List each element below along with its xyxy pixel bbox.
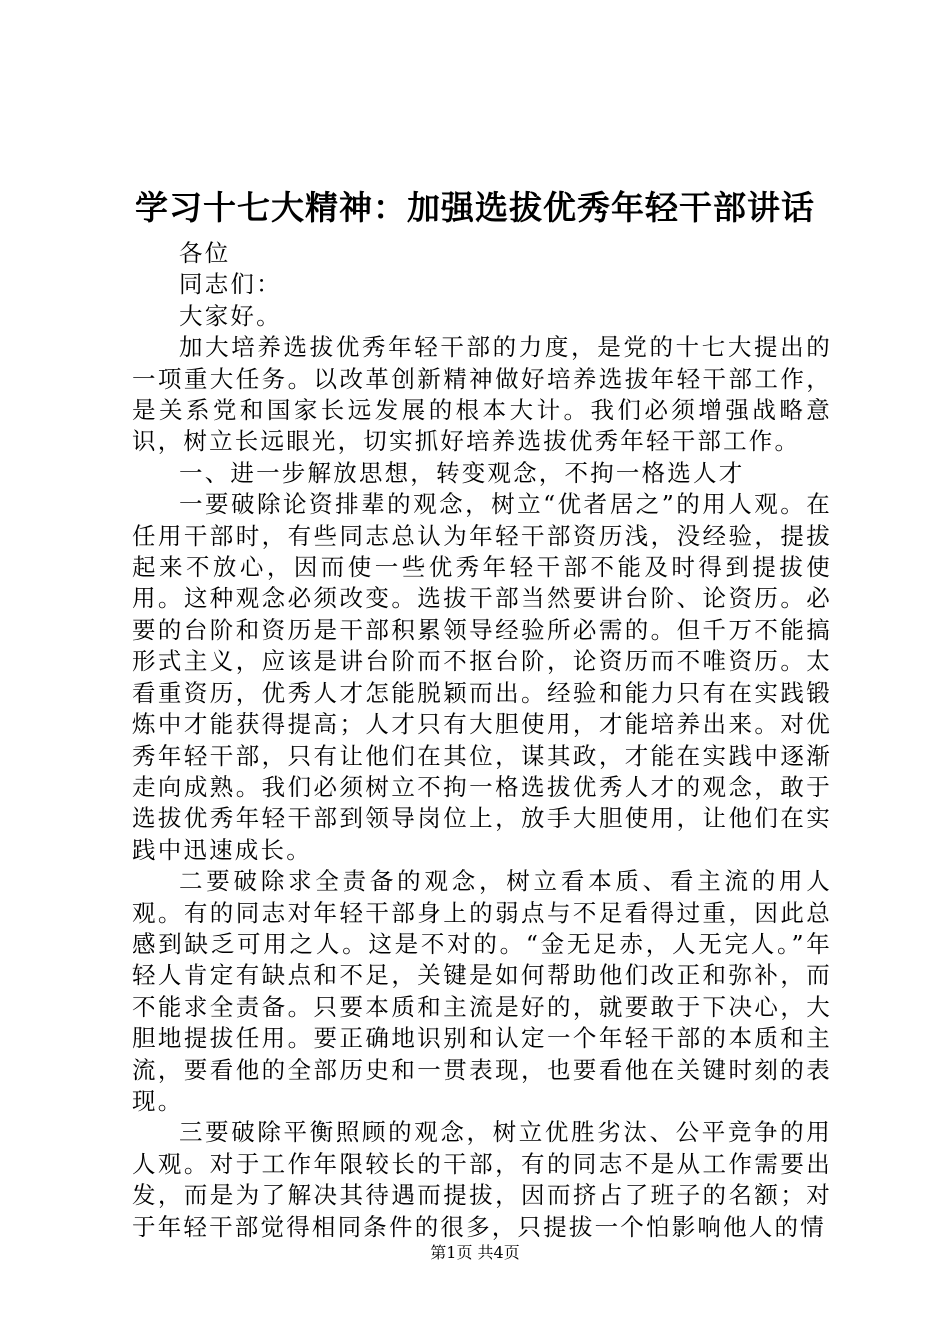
greeting-line: 大家好。 [179,301,282,330]
salutation-line: 同志们： [179,270,282,299]
document-title: 学习十七大精神：加强选拔优秀年轻干部讲话 [135,188,815,227]
body-paragraph: 一要破除论资排辈的观念，树立“优者居之”的用人观。在任用干部时，有些同志总认为年轻干部资历浅，没经验，提拔起来不放心，因而使一些优秀年轻干部不能及时得到提拔使用。这种观念必须改变。选拔干部当然要讲台阶、论资历。必要的台阶和资历是干部积累领导经验所必需的。但千万不能搞形式主义，应该是讲台阶而不抠台阶，论资历而不唯资历。太看重资历，优秀人才怎能脱颖而出。经验和能力只有在实践锻炼中才能获得提高；人才只有大胆使用，才能培养出来。对优秀年轻干部，只有让他们在其位，谋其政，才能在实践中逐渐走向成熟。我们必须树立不拘一格选拔优秀人才的观念，敢于选拔优秀年轻干部到领导岗位上，放手大胆使用，让他们在实践中迅速成长。 [132,490,832,864]
section-heading: 一、进一步解放思想，转变观念，不拘一格选人才 [179,458,745,487]
body-paragraph: 三要破除平衡照顾的观念，树立优胜劣汰、公平竞争的用人观。对于工作年限较长的干部，有的同志不是从工作需要出发，而是为了解决其待遇而提拔，因而挤占了班子的名额；对于年轻干部觉得相同条件的很多，只提拔一个怕影响他人的情 [132,1118,832,1241]
document-body [132,238,832,1243]
salutation-line: 各位 [179,239,231,267]
body-paragraph: 加大培养选拔优秀年轻干部的力度，是党的十七大提出的一项重大任务。以改革创新精神做好培养选拔年轻干部工作，是关系党和国家长远发展的根本大计。我们必须增强战略意识，树立长远眼光，切实抓好培养选拔优秀年轻干部工作。 [132,333,832,456]
body-paragraph: 二要破除求全责备的观念，树立看本质、看主流的用人观。有的同志对年轻干部身上的弱点与不足看得过重，因此总感到缺乏可用之人。这是不对的。“金无足赤，人无完人。”年轻人肯定有缺点和不足，关键是如何帮助他们改正和弥补，而不能求全责备。只要本质和主流是好的，就要敢于下决心，大胆地提拔任用。要正确地识别和认定一个年轻干部的本质和主流，要看他的全部历史和一贯表现，也要看他在关键时刻的表现。 [132,867,832,1115]
page-number-footer: 第1页 共4页 [430,1243,520,1262]
